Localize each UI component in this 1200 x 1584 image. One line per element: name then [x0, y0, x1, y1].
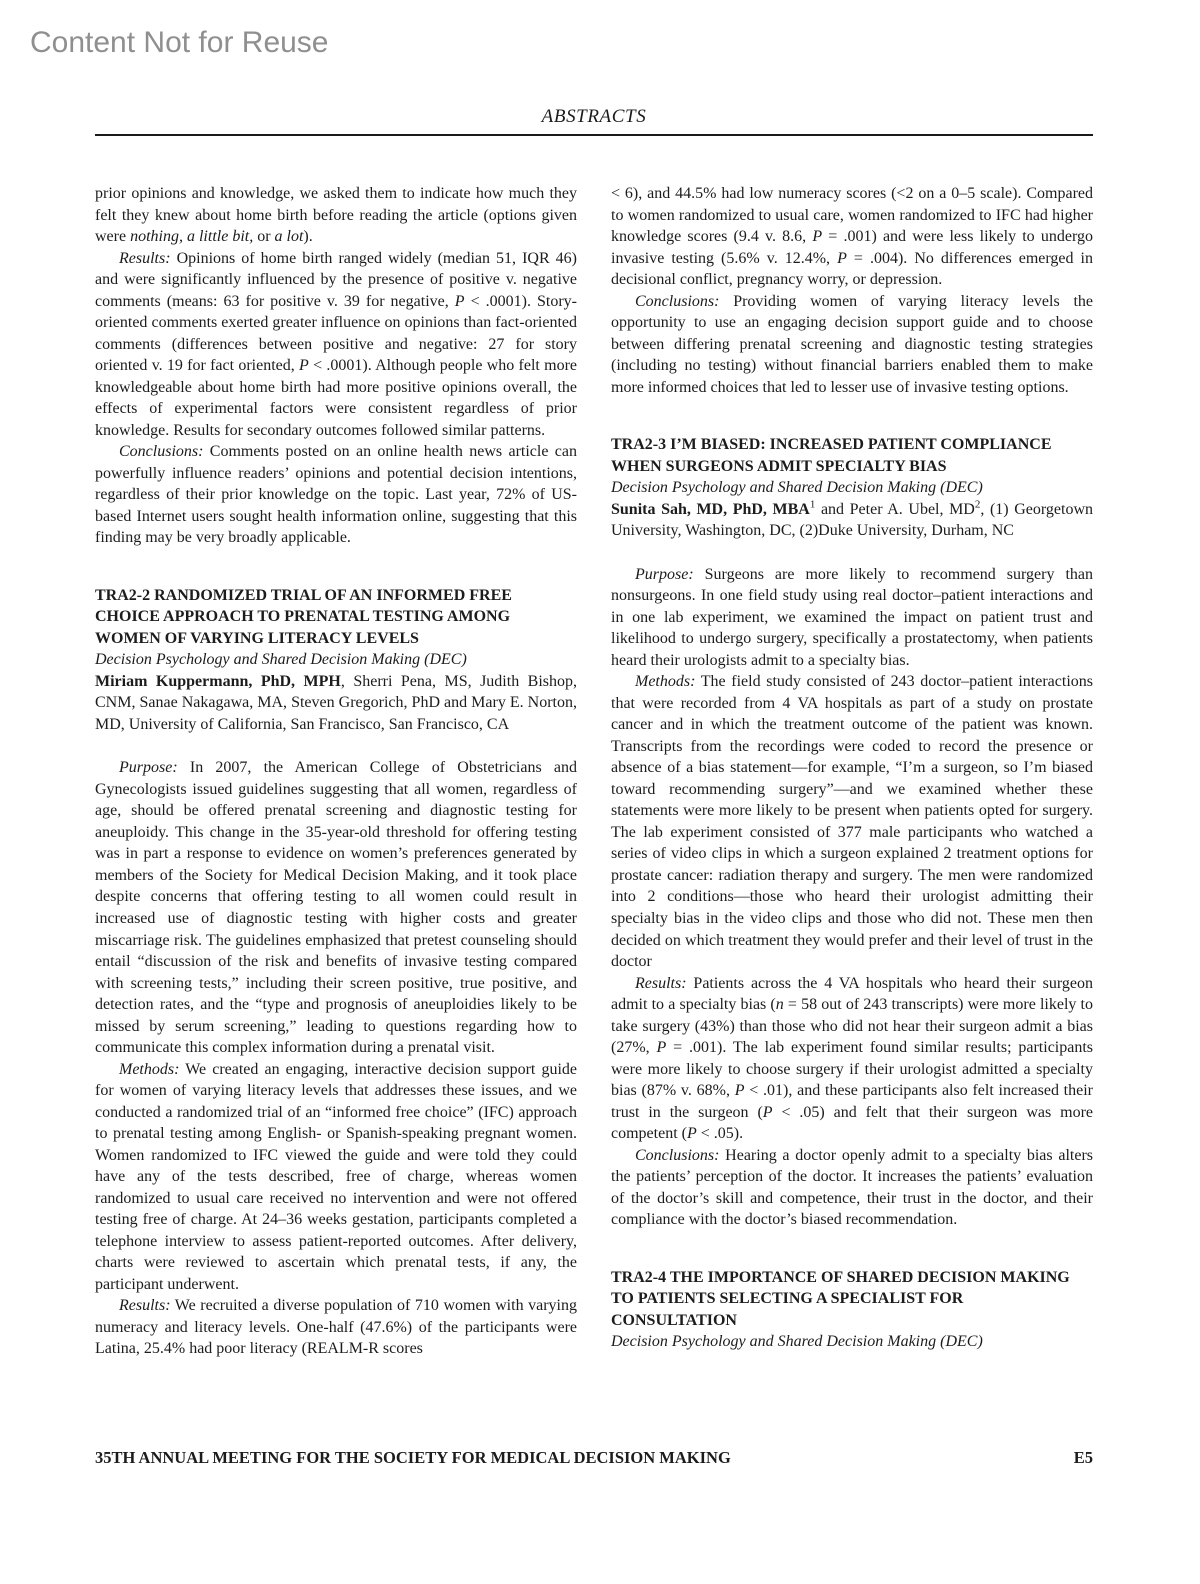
- page-header-title: ABSTRACTS: [541, 106, 647, 127]
- paragraph: prior opinions and knowledge, we asked them to indicate how much they felt they knew about home birth before reading the article (options given were nothing, a little bit, or a lot).: [95, 185, 577, 246]
- abstract-heading: TRA2-4 THE IMPORTANCE OF SHARED DECISION MAKING TO PATIENTS SELECTING A SPECIALIST FOR CONSULTATION: [611, 1268, 1070, 1329]
- paragraph: Results: We recruited a diverse population of 710 women with varying numeracy and literacy levels. One-half (47.6%) of the participants were Latina, 25.4% had poor literacy (REALM-R scores: [95, 1297, 577, 1358]
- page-footer: [95, 1448, 1093, 1468]
- paragraph: Conclusions: Comments posted on an online health news article can powerfully influence readers’ opinions and potential decision intentions, regardless of their prior knowledge on the topic. Last year, 72% of US-based Internet users sought health information online, suggesting that this finding may be very broadly applicable.: [95, 443, 577, 547]
- abstract-heading: TRA2-2 RANDOMIZED TRIAL OF AN INFORMED FREE CHOICE APPROACH TO PRENATAL TESTING AMONG WOMEN OF VARYING LITERACY LEVELS: [95, 586, 512, 647]
- abstract-track: Decision Psychology and Shared Decision Making (DEC): [611, 479, 983, 497]
- header-rule: [95, 134, 1093, 136]
- paragraph: Results: Opinions of home birth ranged widely (median 51, IQR 46) and were significantly influenced by the presence of positive v. negative comments (means: 63 for positive v. 39 for negative, P < .0001). Story-oriented comments exerted greater influence on opinions than fact-oriented comments (differences between positive and negative: 27 for story oriented v. 19 for fact oriented, P < .0001). Although people who felt more knowledgeable about home birth had more positive opinions overall, the effects of experimental factors were consistent regardless of prior knowledge. Results for secondary outcomes followed similar patterns.: [95, 249, 578, 439]
- abstract-columns: [95, 183, 1093, 1360]
- abstract-authors: Sunita Sah, MD, PhD, MBA$^1$ and Peter A. Ubel, $MD^2$, (1) Georgetown University, Washington, DC, (2)Duke University, Durham, NC: [611, 498, 1093, 540]
- abstract-track: Decision Psychology and Shared Decision Making (DEC): [611, 1333, 983, 1351]
- paragraph: Purpose: Surgeons are more likely to recommend surgery than nonsurgeons. In one field study using real doctor–patient interactions and in one lab experiment, we examined the impact on patient trust and likelihood to undergo surgery, specifically a prostatectomy, when patients heard their urologists admit to a specialty bias.: [611, 565, 1093, 669]
- footer-meeting-title: 35TH ANNUAL MEETING FOR THE SOCIETY FOR MEDICAL DECISION MAKING: [95, 1448, 731, 1467]
- watermark-text: Content Not for Reuse: [30, 26, 329, 59]
- paragraph: Results: Patients across the 4 VA hospitals who heard their surgeon admit to a specialty bias (n = 58 out of 243 transcripts) were more likely to take surgery (43%) than those who did not hear their surgeon admit a bias (27%, P = .001). The lab experiment found similar results; participants were more likely to choose surgery if their urologist admitted a specialty bias (87% v. 68%, P < .01), and these participants also felt increased their trust in the surgeon (P < .05) and felt that their surgeon was more competent (P < .05).: [611, 974, 1094, 1143]
- page-header: [95, 106, 1093, 136]
- paragraph: Conclusions: Hearing a doctor openly admit to a specialty bias alters the patients’ perception of the doctor. It increases the patients’ evaluation of the doctor’s skill and competence, their trust in the doctor, and their compliance with the doctor’s biased recommendation.: [611, 1146, 1093, 1229]
- column-right: [611, 183, 1093, 1360]
- abstract-track: Decision Psychology and Shared Decision Making (DEC): [95, 651, 467, 669]
- paragraph: < 6), and 44.5% had low numeracy scores (<2 on a 0–5 scale). Compared to women randomized to usual care, women randomized to IFC had higher knowledge scores (9.4 v. 8.6, P = .001) and were less likely to undergo invasive testing (5.6% v. 12.4%, P = .004). No differences emerged in decisional conflict, pregnancy worry, or depression.: [611, 185, 1093, 289]
- paragraph: Methods: The field study consisted of 243 doctor–patient interactions that were recorded from 4 VA hospitals as part of a study on prostate cancer and in which the treatment outcome of the patient was known. Transcripts from the recordings were coded to record the presence or absence of a bias statement—for example, “I’m a surgeon, so I’m biased toward recommending surgery”—and we examined whether these statements were more likely to be present when patients opted for surgery. The lab experiment consisted of 377 male participants who watched a series of video clips in which a surgeon explained 2 treatment options for prostate cancer: radiation therapy and surgery. The men were randomized into 2 conditions—those who heard their urologist admitting their specialty bias in the video clips and those who did not. These men then decided on which treatment they would prefer and their level of trust in the doctor: [611, 673, 1093, 971]
- paragraph: Conclusions: Providing women of varying literacy levels the opportunity to use an engaging decision support guide and to choose between differing prenatal screening and diagnostic testing strategies (including no testing) without financial barriers enabled them to make more informed choices that led to lesser use of invasive testing options.: [611, 292, 1093, 396]
- column-left: [95, 183, 577, 1360]
- abstract-authors: Miriam Kuppermann, PhD, MPH, Sherri Pena, MS, Judith Bishop, CNM, Sanae Nakagawa, MA, Steven Gregorich, PhD and Mary E. Norton, MD, University of California, San Francisco, San Francisco, CA: [95, 672, 578, 733]
- abstract-heading: TRA2-3 I’M BIASED: INCREASED PATIENT COMPLIANCE WHEN SURGEONS ADMIT SPECIALTY BIAS: [611, 436, 1052, 475]
- page-number: E5: [1073, 1448, 1093, 1467]
- paragraph: Purpose: In 2007, the American College of Obstetricians and Gynecologists issued guidelines suggesting that all women, regardless of age, should be offered prenatal screening and diagnostic testing for aneuploidy. This change in the 35-year-old threshold for offering testing was in part a response to evidence on women’s preferences generated by members of the Society for Medical Decision Making, and it took place despite concerns that offering testing to all women could result in increased use of diagnostic testing with higher costs and greater miscarriage risk. The guidelines emphasized that pretest counseling should entail “discussion of the risk and benefits of invasive testing compared with screening tests,” including their screen positive, true positive, and detection rates, and the “type and prognosis of aneuploidies likely to be missed by serum screening,” leading to questions regarding how to communicate this complex information during a prenatal visit.: [95, 759, 577, 1057]
- paragraph: Methods: We created an engaging, interactive decision support guide for women of varying literacy levels that addresses these issues, and we conducted a randomized trial of an “informed free choice” (IFC) approach to prenatal testing among English- or Spanish-speaking pregnant women. Women randomized to IFC viewed the guide and were told they could have any of the tests described, free of charge, whereas women randomized to usual care received no intervention and were not offered testing free of charge. At 24–36 weeks gestation, participants completed a telephone interview to assess patient-reported outcomes. After delivery, charts were reviewed to ascertain which prenatal tests, if any, the participant underwent.: [95, 1060, 577, 1293]
